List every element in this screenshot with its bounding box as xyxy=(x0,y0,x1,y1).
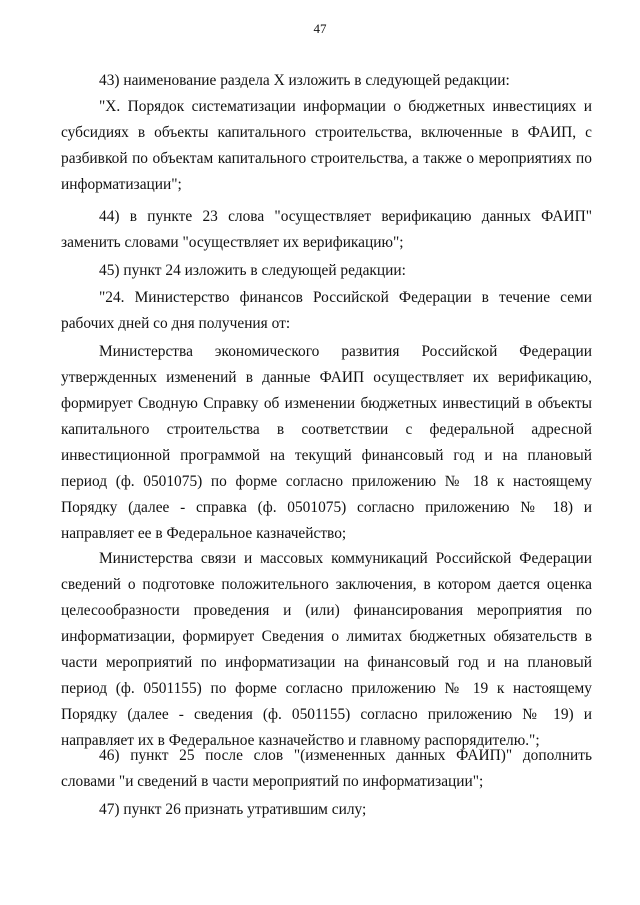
paragraph-ministry-communications: Министерства связи и массовых коммуникаций Российской Федерации сведений о подготовке положительного заключения, в котором дается оценка целесообразности проведения и (или) финансирования мероприятия по информатизации, формирует Сведения о лимитах бюджетных обязательств в части мероприятий по информатизации на финансовый год и на плановый период (ф. 0501155) по форме согласно приложению № 19 к настоящему Порядку (далее - сведения (ф. 0501155) согласно приложению № 19) и направляет их в Федеральное казначейство и главному распорядителю."; xyxy=(61,550,592,749)
paragraph-item-46: 46) пункт 25 после слов "(измененных данных ФАИП)" дополнить словами "и сведений в части мероприятий по информатизации"; xyxy=(61,747,592,790)
page-number: 47 xyxy=(313,21,327,36)
paragraph-item-44: 44) в пункте 23 слова "осуществляет верификацию данных ФАИП" заменить словами "осуществляет их верификацию"; xyxy=(61,208,592,251)
paragraph-item-45: 45) пункт 24 изложить в следующей редакции: xyxy=(99,262,406,279)
paragraph-section-x-title: "X. Порядок систематизации информации о бюджетных инвестициях и субсидиях в объекты капитального строительства, включенные в ФАИП, с разбивкой по объектам капитального строительства, а также о мероприятиях по информатизации"; xyxy=(61,98,592,193)
paragraph-ministry-economy: Министерства экономического развития Российской Федерации утвержденных изменений в данные ФАИП осуществляет их верификацию, формирует Сводную Справку об изменении бюджетных инвестиций в объекты капитального строительства в соответствии с федеральной адресной инвестиционной программой на текущий финансовый год и на плановый период (ф. 0501075) по форме согласно приложению № 18 к настоящему Порядку (далее - справка (ф. 0501075) согласно приложению № 18) и направляет ее в Федеральное казначейство; xyxy=(61,343,592,542)
paragraph-item-43: 43) наименование раздела X изложить в следующей редакции: xyxy=(99,72,510,89)
paragraph-item-47: 47) пункт 26 признать утратившим силу; xyxy=(99,801,367,818)
paragraph-point-24-intro: "24. Министерство финансов Российской Федерации в течение семи рабочих дней со дня получения от: xyxy=(61,289,592,332)
